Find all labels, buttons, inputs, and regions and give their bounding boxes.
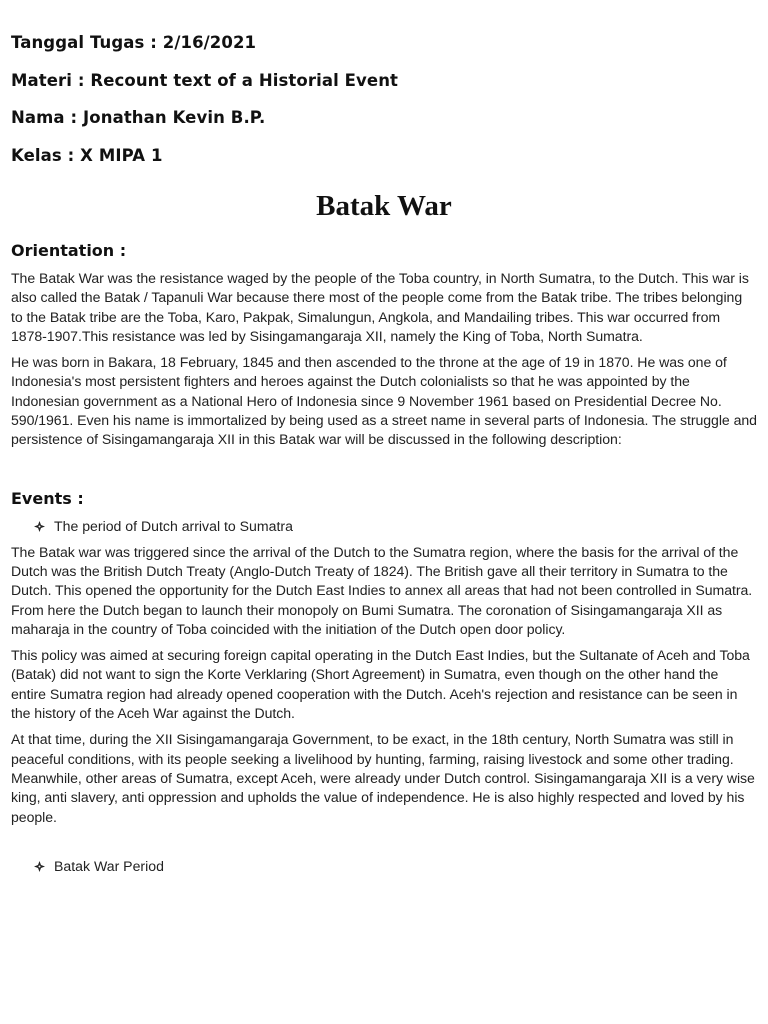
events-paragraph: This policy was aimed at securing foreign capital operating in the Dutch East Indies, but the Sultanate of Aceh and Toba (Batak) did not want to sign the Korte Verklaring (Short Agreement) in Sumatra, even though on the other hand the entire Sumatra region had already opened cooperation with the Dutch. Aceh's rejection and resistance can be seen in the history of the Aceh War against the Dutch. bbox=[11, 647, 750, 722]
orientation-paragraph: He was born in Bakara, 18 February, 1845 and then ascended to the throne at the age of 19 in 1870. He was one of Indonesia's most persistent fighters and heroes against the Dutch colonialists so that he was appointed by the Indonesian government as a National Hero of Indonesia since 9 November 1961 based on Presidential Decree No. 590/1961. Even his name is immortalized by being used as a street name in several parts of Indonesia. The struggle and persistence of Sisingamangaraja XII in this Batak war will be discussed in the following description: bbox=[11, 354, 757, 448]
bullet-item bbox=[11, 855, 757, 877]
events-heading: Events : bbox=[11, 488, 84, 508]
assignment-material: Materi : Recount text of a Historial Event bbox=[11, 70, 399, 90]
events-paragraph: The Batak war was triggered since the arrival of the Dutch to the Sumatra region, where the basis for the arrival of the Dutch was the British Dutch Treaty (Anglo-Dutch Treaty of 1824). The British gave all their territory in Sumatra to the Dutch. This opened the opportunity for the Dutch East Indies to annex all areas that had not been controlled in Sumatra. From here the Dutch began to launch their monopoly on Bumi Sumatra. The coronation of Sisingamangaraja XII as maharaja in the country of Toba coincided with the initiation of the Dutch open door policy. bbox=[11, 543, 753, 637]
document-title: Batak War bbox=[316, 190, 452, 222]
student-class: Kelas : X MIPA 1 bbox=[11, 145, 163, 165]
assignment-date: Tanggal Tugas : 2/16/2021 bbox=[11, 33, 257, 52]
diamond-bullet-icon bbox=[34, 861, 45, 872]
diamond-bullet-icon bbox=[34, 521, 45, 532]
bullet-item bbox=[11, 515, 757, 537]
student-name: Nama : Jonathan Kevin B.P. bbox=[11, 108, 266, 127]
orientation-paragraph: The Batak War was the resistance waged by the people of the Toba country, in North Sumatra, to the Dutch. This war is also called the Batak / Tapanuli War because there most of the people come from the Batak tribe. The tribes belonging to the Batak tribe are the Toba, Karo, Pakpak, Simalungun, Angkola, and Mandailing tribes. This war occurred from 1878-1907.This resistance was led by Sisingamangaraja XII, namely the King of Toba, North Sumatra. bbox=[11, 270, 749, 344]
bullet-text: The period of Dutch arrival to Sumatra bbox=[54, 517, 293, 534]
orientation-heading: Orientation : bbox=[11, 241, 127, 260]
bullet-text: Batak War Period bbox=[54, 857, 164, 874]
assignment-header bbox=[11, 0, 757, 174]
events-paragraph: At that time, during the XII Sisingamangaraja Government, to be exact, in the 18th century, North Sumatra was still in peaceful conditions, with its people seeking a livelihood by hunting, farming, raising livestock and some other trading. Meanwhile, other areas of Sumatra, except Aceh, were already under Dutch control. Sisingamangaraja XII is a very wise king, anti slavery, anti oppression and upholds the value of independence. He is also highly respected and loved by his people. bbox=[11, 731, 755, 825]
